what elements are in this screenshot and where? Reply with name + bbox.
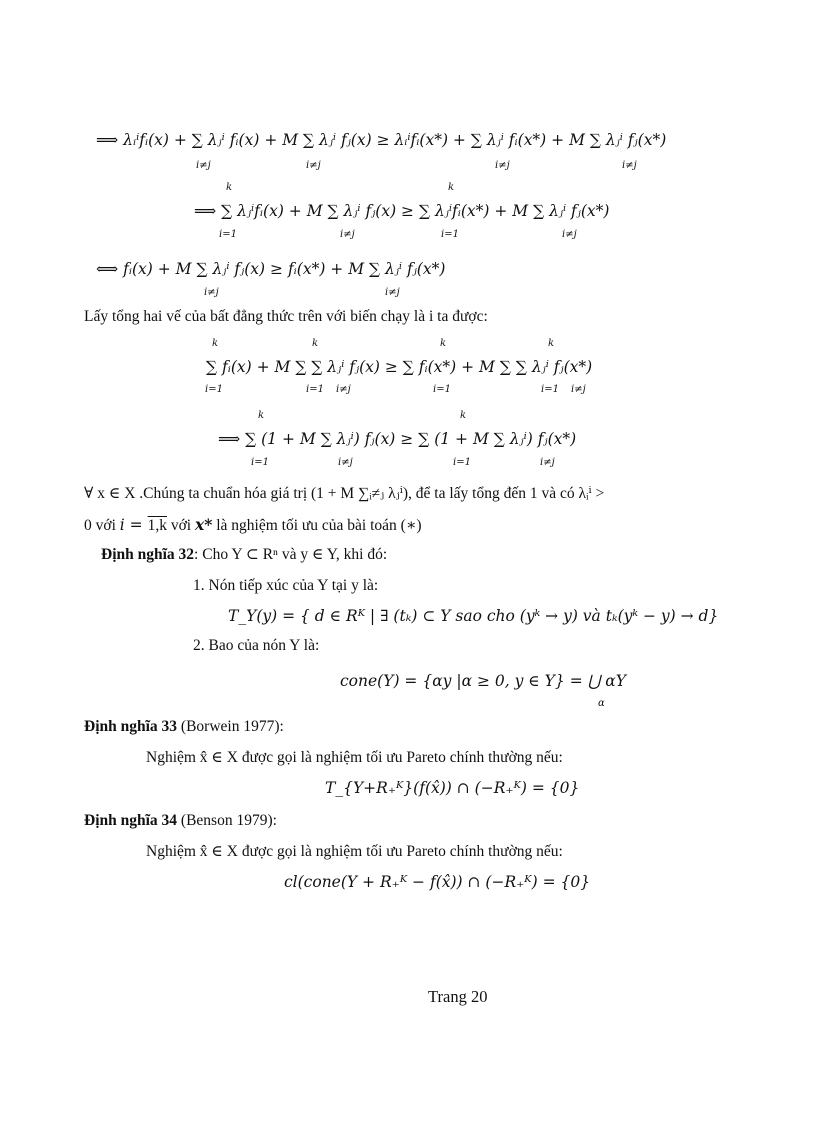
def33-ref: (Borwein 1977): bbox=[177, 718, 284, 735]
eq4-upper-1: k bbox=[212, 338, 219, 349]
eq3-sub-2: i≠j bbox=[385, 287, 400, 298]
def32-text: : Cho Y ⊂ Rⁿ và y ∈ Y, khi đó: bbox=[194, 546, 388, 563]
para-math-i: i = bbox=[119, 516, 148, 534]
eq1-sub-2: i≠j bbox=[306, 160, 321, 171]
text-sum-intro: Lấy tổng hai vế của bất đẳng thức trên với biến chạy là i ta được: bbox=[84, 308, 488, 325]
equation-1 bbox=[96, 131, 666, 149]
equation-4 bbox=[206, 358, 592, 376]
cone-hull-equation: cone(Y) = {αy |α ≥ 0, y ∈ Y} = ⋃ αY bbox=[340, 672, 626, 690]
eq4-lower-1: i=1 bbox=[205, 384, 223, 395]
eq5-upper-2: k bbox=[460, 410, 467, 421]
eq5-upper-1: k bbox=[258, 410, 265, 421]
equation-5 bbox=[218, 430, 576, 448]
para-x-star: x* bbox=[194, 515, 213, 534]
eq1-sub-1: i≠j bbox=[196, 160, 211, 171]
equation-5-text: ⟹ ∑ (1 + M ∑ λⱼⁱ) fⱼ(x) ≥ ∑ (1 + M ∑ λⱼⁱ) fⱼ(x*) bbox=[218, 430, 577, 448]
eq4-lower-3: i=1 bbox=[433, 384, 451, 395]
para-range: 1,k bbox=[147, 517, 167, 534]
para-text-b: với bbox=[166, 517, 195, 534]
def34-text: Nghiệm x̂ ∈ X được gọi là nghiệm tối ưu Pareto chính thường nếu: bbox=[146, 843, 563, 860]
eq1-sub-3: i≠j bbox=[495, 160, 510, 171]
para-text-a: 0 với bbox=[84, 517, 120, 534]
eq2-upper-2: k bbox=[448, 182, 455, 193]
equation-4-text: ∑ fᵢ(x) + M ∑ ∑ λⱼⁱ fⱼ(x) ≥ ∑ fᵢ(x*) + M ∑ ∑ λⱼⁱ fⱼ(x*) bbox=[206, 358, 593, 376]
para-text-c: là nghiệm tối ưu của bài toán (∗) bbox=[212, 517, 422, 534]
page-number: Trang 20 bbox=[428, 987, 488, 1006]
eq4-upper-2: k bbox=[312, 338, 319, 349]
eq4-lower-2: i=1 bbox=[306, 384, 324, 395]
def34-label: Định nghĩa 34 bbox=[84, 812, 178, 829]
def32-label: Định nghĩa 32 bbox=[101, 546, 195, 563]
paragraph-line-2 bbox=[84, 517, 422, 534]
def33-text: Nghiệm x̂ ∈ X được gọi là nghiệm tối ưu Pareto chính thường nếu: bbox=[146, 749, 563, 766]
eq4-lower-4: i=1 bbox=[541, 384, 559, 395]
def34-ref: (Benson 1979): bbox=[177, 812, 277, 829]
def34-heading bbox=[84, 813, 277, 829]
eq4-sub-1: i≠j bbox=[336, 384, 351, 395]
eq1-sub-4: i≠j bbox=[622, 160, 637, 171]
equation-2-text: ⟹ ∑ λⱼⁱfᵢ(x) + M ∑ λⱼⁱ fⱼ(x) ≥ ∑ λⱼⁱfᵢ(x*) + M ∑ λⱼⁱ fⱼ(x*) bbox=[194, 202, 610, 220]
eq2-sub-2: i≠j bbox=[562, 229, 577, 240]
tangent-cone-equation: T_Y(y) = { d ∈ Rᴷ | ∃ (tₖ) ⊂ Y sao cho (yᵏ → y) và tₖ(yᵏ − y) → d} bbox=[228, 607, 719, 625]
equation-3 bbox=[96, 260, 445, 278]
equation-2 bbox=[194, 202, 609, 220]
def33-label: Định nghĩa 33 bbox=[84, 718, 178, 735]
union-subscript: α bbox=[598, 698, 605, 709]
eq4-upper-4: k bbox=[548, 338, 555, 349]
def32-heading bbox=[101, 547, 387, 563]
def33-equation: T_{Y+R₊ᴷ}(f(x̂)) ∩ (−R₊ᴷ) = {0} bbox=[325, 779, 580, 797]
eq4-sub-2: i≠j bbox=[571, 384, 586, 395]
def34-equation: cl(cone(Y + R₊ᴷ − f(x̂)) ∩ (−R₊ᴷ) = {0} bbox=[284, 873, 591, 891]
eq5-sub-1: i≠j bbox=[338, 457, 353, 468]
eq5-sub-2: i≠j bbox=[540, 457, 555, 468]
equation-3-text: ⟺ fᵢ(x) + M ∑ λⱼⁱ fⱼ(x) ≥ fᵢ(x*) + M ∑ λⱼⁱ fⱼ(x*) bbox=[96, 260, 446, 278]
eq3-sub-1: i≠j bbox=[204, 287, 219, 298]
def33-heading bbox=[84, 719, 284, 735]
eq2-sub-1: i≠j bbox=[340, 229, 355, 240]
def32-item-1: 1. Nón tiếp xúc của Y tại y là: bbox=[193, 577, 379, 594]
equation-1-text: ⟹ λᵢⁱfᵢ(x) + ∑ λⱼⁱ fᵢ(x) + M ∑ λⱼⁱ fⱼ(x) ≥ λᵢⁱfᵢ(x*) + ∑ λⱼⁱ fᵢ(x*) + M ∑ λⱼⁱ fⱼ(x*) bbox=[96, 131, 667, 149]
def32-item-2: 2. Bao của nón Y là: bbox=[193, 637, 320, 654]
eq4-upper-3: k bbox=[440, 338, 447, 349]
eq2-lower-1: i=1 bbox=[219, 229, 237, 240]
paragraph-line-1: ∀ x ∈ X .Chúng ta chuẩn hóa giá trị (1 + M ∑ᵢ≠ⱼ λⱼⁱ), để ta lấy tổng đến 1 và có λᵢⁱ > bbox=[84, 485, 605, 502]
eq2-upper-1: k bbox=[226, 182, 233, 193]
eq5-lower-1: i=1 bbox=[251, 457, 269, 468]
eq5-lower-2: i=1 bbox=[453, 457, 471, 468]
eq2-lower-2: i=1 bbox=[441, 229, 459, 240]
